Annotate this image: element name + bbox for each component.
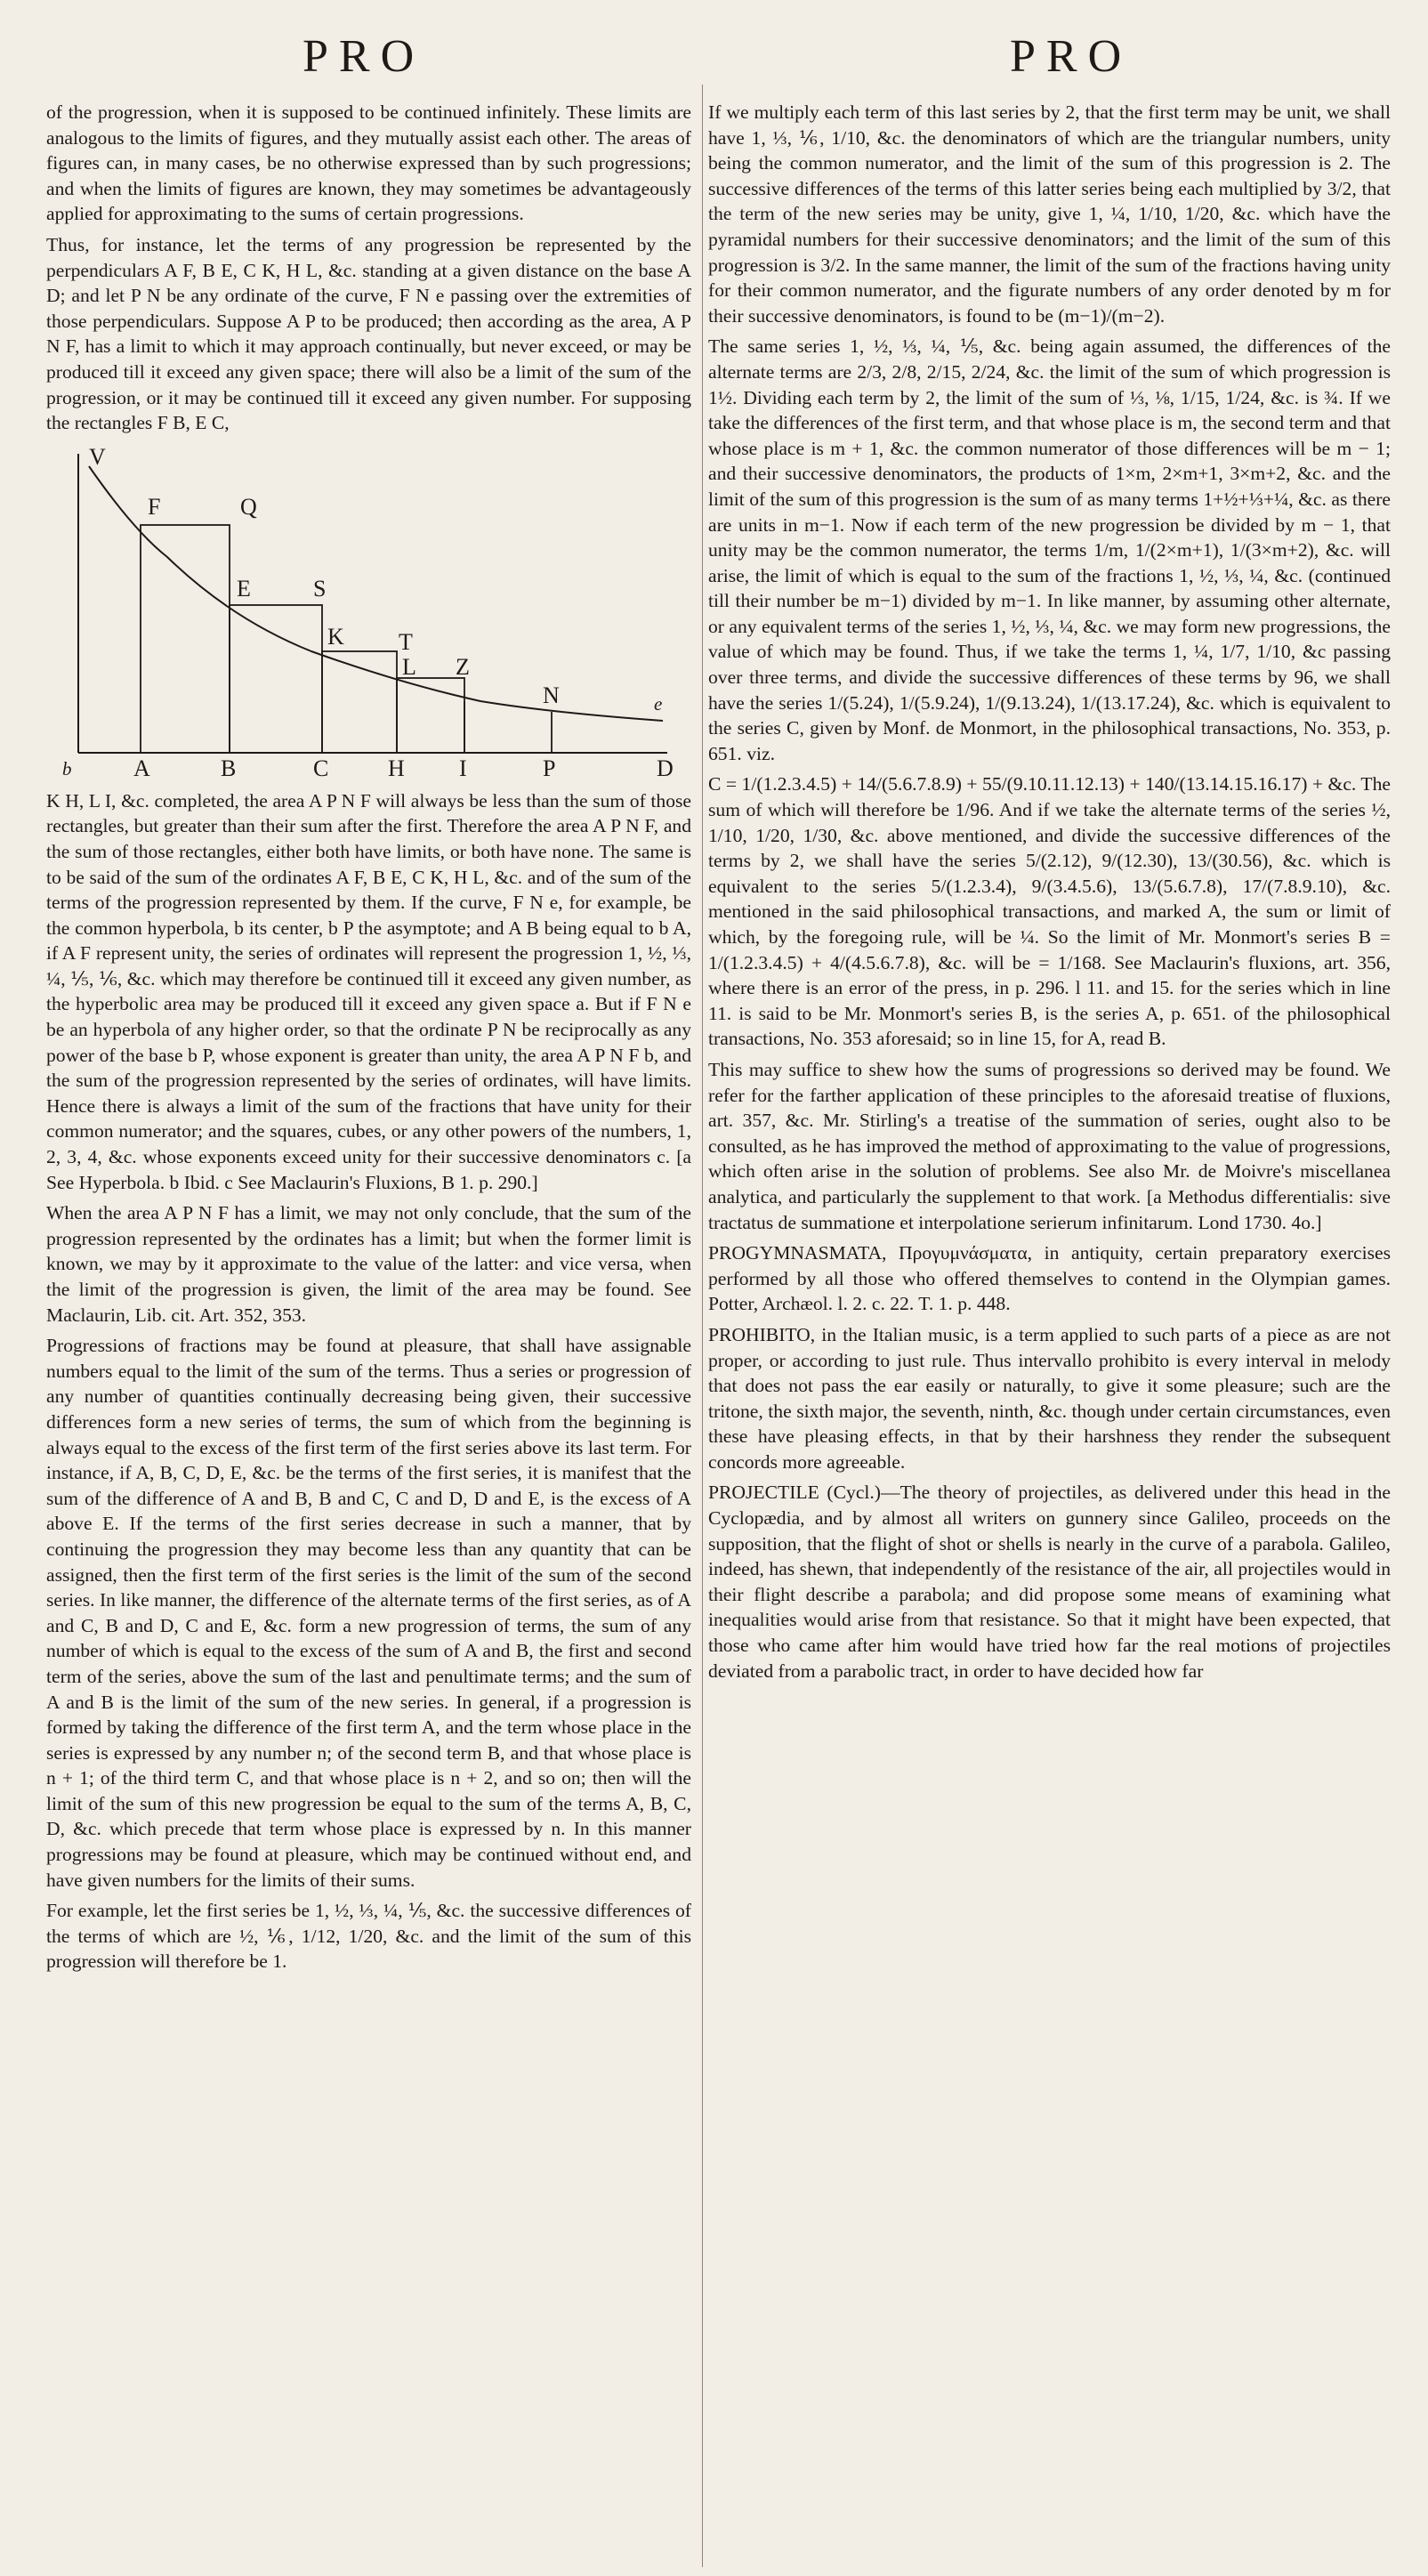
label-I: I xyxy=(459,755,467,779)
label-V: V xyxy=(89,443,106,470)
label-D: D xyxy=(657,755,674,779)
right-column xyxy=(708,100,1391,1689)
paragraph: For example, let the first series be 1, ½, ⅓, ¼, ⅕, &c. the successive differences of the terms of which are ½, ⅙, 1/12, 1/20, &c. and the limit of the sum of this progression will therefore be 1. xyxy=(46,1900,691,1973)
label-b: b xyxy=(62,757,72,779)
paragraph: of the progression, when it is supposed to be continued infinitely. These limits are analogous to the limits of figures, and they mutually assist each other. The areas of figures can, in many cases, be no otherwise expressed than by such progressions; and when the limits of figures are known, they may sometimes be advantageously applied for approximating to the sums of certain progressions. xyxy=(46,101,691,225)
paragraph: C = 1/(1.2.3.4.5) + 14/(5.6.7.8.9) + 55/(9.10.11.12.13) + 140/(13.14.15.16.17) + &c. The sum of which will therefore be 1/96. And if we take the alternate terms of the series ½, 1/10, 1/20, 1/30, &c. above mentioned, and divide the successive differences of the terms by 2, we shall have the series 5/(2.12), 9/(12.30), 13/(30.56), &c. which is equivalent to the series 5/(1.2.3.4), 9/(3.4.5.6), 13/(5.6.7.8), 17/(7.8.9.10), &c. mentioned in the said philosophical transactions, and marked A, the sum or limit of which, by the foregoing rule, will be ¼. So the limit of Mr. Monmort's series B = 1/(1.2.3.4.5) + 4/(4.5.6.7.8), &c. will be = 1/168. See Maclaurin's fluxions, art. 356, where there is an error of the press, in p. 296. l 11. and 15. for the series which in line 11. is said to be Mr. Monmort's series B, is the series A, p. 651. of the philosophical transactions, No. 353 aforesaid; so in line 15, for A, read B. xyxy=(708,773,1391,1050)
hyperbola-figure xyxy=(53,441,682,779)
rectangle-KH xyxy=(322,651,397,753)
paragraph: K H, L I, &c. completed, the area A P N F will always be less than the sum of those rectangles, but greater than their sum after the first. Therefore the area A P N F, and the sum of those rectangles, either both have limits, or both have none. The same is to be said of the sum of the ordinates A F, B E, C K, H L, &c. and of the sum of the terms of the progression represented by them. If the curve, F N e, for example, be the common hyperbola, b its center, b P the asymptote; and A B being equal to b A, if A F represent unity, the series of ordinates will represent the progression 1, ½, ⅓, ¼, ⅕, ⅙, &c. which may therefore be continued till it exceed any given number, as the hyperbolic area may be produced till it exceed any given space a. But if F N e be an hyperbola of any higher order, so that the ordinate P N be reciprocally as any power of the base b P, whose exponent is greater than unity, the area A P N F b, and the sum of the progression represented by the series of ordinates, will have limits. Hence there is always a limit of the sum of the fractions that have unity for their common numerator; and the squares, cubes, or any other powers of the numbers, 1, 2, 3, 4, &c. whose exponents exceed unity for their successive denominators c. [a See Hyperbola. b Ibid. c See Maclaurin's Fluxions, B 1. p. 290.] xyxy=(46,789,691,1193)
label-F: F xyxy=(148,493,161,520)
paragraph: Thus, for instance, let the terms of any progression be represented by the perpendiculars A F, B E, C K, H L, &c. standing at a given distance on the base A D; and let P N be any ordinate of the curve, F N e passing over the extremities of those perpendiculars. Suppose A P to be produced; then according as the area, A P N F, has a limit to which it may approach continually, but never exceed, or may be produced till it exceed any given space; there will also be a limit of the sum of the progression, or it may be continued till it exceed any given number. For supposing the rectangles F B, E C, xyxy=(46,233,691,434)
paragraph: Progressions of fractions may be found at pleasure, that shall have assignable numbers equal to the limit of the sum of the terms. Thus a series or progression of any number of quantities continually decreasing being given, their successive differences form a new series of terms, the sum of which from the beginning is always equal to the excess of the first term of the first series above its last term. For instance, if A, B, C, D, E, &c. be the terms of the first series, it is manifest that the sum of the difference of A and B, B and C, C and D, D and E, is the excess of A above E. If the terms of the first series decrease in such a manner, that by continuing the progression they may become less than any quantity that can be assigned, then the first term of the first series is the limit of the sum of the second series. In like manner, the difference of the alternate terms of the first series, as of A and C, B and D, C and E, &c. form a new progression of terms, the sum of any number of which is equal to the excess of the sum of A and B, the first and second term of the series, above the sum of the last and penultimate terms; and the sum of A and B is the limit of the sum of the new series. In general, if a progression is formed by taking the difference of the first term A, and the term whose place in the series is expressed by any number n; of the second term B, and that whose place is n + 1; of the third term C, and that whose place is n + 2, and so on; then will the limit of the sum of this new progression be equal to the sum of the terms A, B, C, D, &c. which precede that term whose place is expressed by n. In this manner progressions may be found at pleasure, which may be continued without end, and have given numbers for the limits of their sums. xyxy=(46,1335,691,1891)
column-divider xyxy=(702,85,703,2567)
entry-progymnasmata: PROGYMNASMATA, Προγυμνάσματα, in antiquity, certain preparatory exercises performed by all those who offered themselves to contend in the Olympian games. Potter, Archæol. l. 2. c. 22. T. 1. p. 448. xyxy=(708,1242,1391,1315)
label-S: S xyxy=(313,575,327,602)
entry-projectile: PROJECTILE (Cycl.)—The theory of projectiles, as delivered under this head in the Cyclopædia, and by almost all writers on gunnery since Galileo, proceeds on the supposition, that the flight of shot or shells is nearly in the curve of a parabola. Galileo, indeed, has shewn, that independently of the resistance of the air, all projectiles would in their flight describe a parabola; and did propose some means of examining what inequalities would arise from that resistance. So that it might have been expected, that those who came after him would have tried how far the real motions of projectiles deviated from a parabolic tract, in order to have decided how far xyxy=(708,1482,1391,1682)
paragraph: If we multiply each term of this last series by 2, that the first term may be unit, we shall have 1, ⅓, ⅙, 1/10, &c. the denominators of which are the triangular numbers, unity being the common numerator, and the limit of the sum of this progression is 2. The successive differences of the terms of this latter series being each multiplied by 3/2, that the term of the new series may be unity, give 1, ¼, 1/10, 1/20, &c. which have the pyramidal numbers for their successive denominators; and the limit of the sum of this progression is 3/2. In the same manner, the limit of the sum of the fractions having unity for their common numerator, and the figurate numbers of any order denoted by m for their successive denominators, is found to be (m−1)/(m−2). xyxy=(708,101,1391,327)
label-Z: Z xyxy=(456,653,470,680)
running-head-left: PRO xyxy=(303,31,425,82)
rectangle-EC xyxy=(230,605,322,753)
hyperbola-curve xyxy=(89,466,663,721)
figure-svg xyxy=(53,441,682,779)
entry-prohibito: PROHIBITO, in the Italian music, is a term applied to such parts of a piece as are not proper, or according to just rule. Thus intervallo prohibito is every interval in melody that does not pass the ear easily or naturally, to give it some pleasure; such are the tritone, the sixth major, the seventh, ninth, &c. though under certain circumstances, even these have pleasing effects, in that by their harshness they render the subsequent concords more agreeable. xyxy=(708,1323,1391,1473)
paragraph: When the area A P N F has a limit, we may not only conclude, that the sum of the progression represented by the ordinates has a limit; but when the former limit is known, we may by it approximate to the value of the latter: and vice versa, when the limit of the progression is given, the limit of the area may be found. See Maclaurin, Lib. cit. Art. 352, 353. xyxy=(46,1202,691,1326)
label-L: L xyxy=(402,653,416,680)
label-N: N xyxy=(543,682,560,708)
label-E: E xyxy=(237,575,251,602)
label-B: B xyxy=(221,755,237,779)
label-A: A xyxy=(133,755,150,779)
left-column xyxy=(46,100,691,1980)
label-T: T xyxy=(399,628,413,655)
label-Q: Q xyxy=(240,493,257,520)
label-P: P xyxy=(543,755,556,779)
running-head-right: PRO xyxy=(1010,31,1133,82)
label-K: K xyxy=(327,623,344,650)
label-H: H xyxy=(388,755,405,779)
rectangle-FB xyxy=(141,525,230,753)
label-C: C xyxy=(313,755,329,779)
label-e: e xyxy=(654,692,663,715)
paragraph: The same series 1, ½, ⅓, ¼, ⅕, &c. being again assumed, the differences of the alternate terms are 2/3, 2/8, 2/15, 2/24, &c. the limit of the sum of which progression is 1½. Dividing each term by 2, the limit of the sum of ⅓, ⅛, 1/15, 1/24, &c. is ¾. If we take the differences of the first term, and that whose place is m, the second term and that whose place is m + 1, &c. the common numerator of those differences will be m − 1; and their successive denominators, the products of 1×m, 2×m+1, 3×m+2, &c. and the limit of the sum of this progression is the sum of as many terms 1+½+⅓+¼, &c. as there are units in m−1. Now if each term of the new progression be divided by m − 1, that unity may be the common numerator, the terms 1/m, 1/(2×m+1), 1/(3×m+2), &c. will arise, the limit of which is equal to the sum of the fractions 1, ½, ⅓, ¼, &c. (continued till their number be m−1) divided by m−1. In like manner, by assuming other alternate, or any equivalent terms of the series 1, ½, ⅓, ¼, &c. we may form new progressions, the value of which may be found. Thus, if we take the terms 1, ¼, 1/7, 1/10, &c passing over three terms, and divide the successive differences of these terms by 96, we shall have the series 1/(5.24), 1/(5.9.24), 1/(9.13.24), 1/(13.17.24), &c. which is equivalent to the series C, given by Monf. de Monmort, in the philosophical transactions, No. 353, p. 651. viz. xyxy=(708,335,1391,764)
paragraph: This may suffice to shew how the sums of progressions so derived may be found. We refer for the farther application of these principles to the aforesaid treatise of fluxions, art. 357, &c. Mr. Stirling's a treatise of the summation of series, ought also to be consulted, as he has improved the method of approximating to the value of progressions, which often arise in the solution of problems. See also Mr. de Moivre's miscellanea analytica, and particularly the supplement to that work. [a Methodus differentialis: sive tractatus de summatione et interpolatione serierum infinitarum. Lond 1730. 4o.] xyxy=(708,1058,1391,1233)
